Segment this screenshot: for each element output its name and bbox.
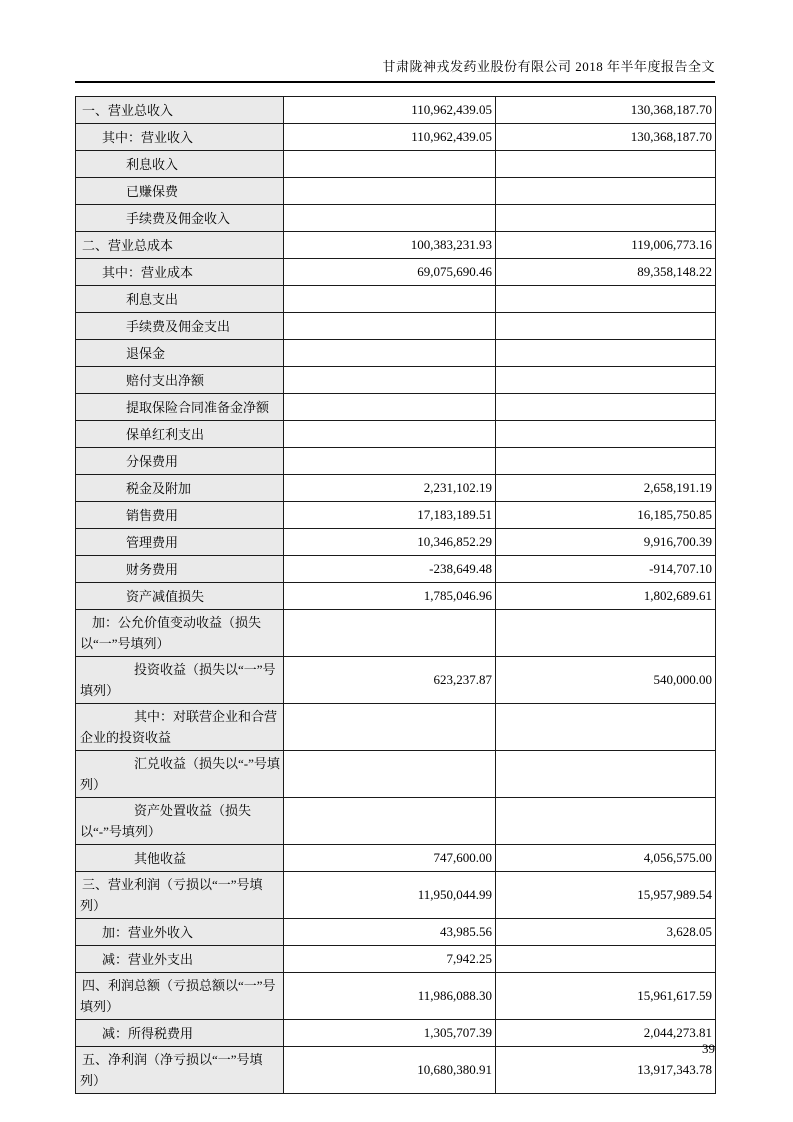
row-label: 减：所得税费用: [76, 1020, 284, 1047]
page-header: [75, 0, 715, 83]
income-statement-table-body: [76, 97, 716, 1094]
current-period-value: 10,680,380.91: [284, 1047, 496, 1094]
prior-period-value: [496, 946, 716, 973]
prior-period-value: 3,628.05: [496, 919, 716, 946]
table-row: [76, 502, 716, 529]
row-label: 资产减值损失: [76, 583, 284, 610]
prior-period-value: [496, 798, 716, 845]
current-period-value: 623,237.87: [284, 657, 496, 704]
row-label: 投资收益（损失以“一”号填列）: [76, 657, 284, 704]
table-row: [76, 313, 716, 340]
current-period-value: 2,231,102.19: [284, 475, 496, 502]
table-row: [76, 919, 716, 946]
row-label: 退保金: [76, 340, 284, 367]
row-label: 其中：对联营企业和合营企业的投资收益: [76, 704, 284, 751]
prior-period-value: 119,006,773.16: [496, 232, 716, 259]
table-row: [76, 556, 716, 583]
prior-period-value: 15,957,989.54: [496, 872, 716, 919]
row-label: 利息收入: [76, 151, 284, 178]
current-period-value: 10,346,852.29: [284, 529, 496, 556]
row-label: 赔付支出净额: [76, 367, 284, 394]
current-period-value: [284, 205, 496, 232]
table-row: [76, 1047, 716, 1094]
prior-period-value: [496, 448, 716, 475]
table-row: [76, 1020, 716, 1047]
row-label: 汇兑收益（损失以“-”号填列）: [76, 751, 284, 798]
current-period-value: [284, 751, 496, 798]
row-label: 提取保险合同准备金净额: [76, 394, 284, 421]
table-row: [76, 97, 716, 124]
current-period-value: 747,600.00: [284, 845, 496, 872]
prior-period-value: -914,707.10: [496, 556, 716, 583]
table-row: [76, 259, 716, 286]
row-label: 二、营业总成本: [76, 232, 284, 259]
prior-period-value: [496, 421, 716, 448]
table-row: [76, 367, 716, 394]
current-period-value: [284, 313, 496, 340]
table-row: [76, 845, 716, 872]
prior-period-value: [496, 394, 716, 421]
row-label: 四、利润总额（亏损总额以“一”号填列）: [76, 973, 284, 1020]
current-period-value: [284, 178, 496, 205]
row-label: 分保费用: [76, 448, 284, 475]
table-row: [76, 583, 716, 610]
report-header-title: 甘肃陇神戎发药业股份有限公司 2018 年半年度报告全文: [382, 59, 715, 74]
prior-period-value: 2,044,273.81: [496, 1020, 716, 1047]
table-row: [76, 751, 716, 798]
current-period-value: 69,075,690.46: [284, 259, 496, 286]
prior-period-value: 16,185,750.85: [496, 502, 716, 529]
prior-period-value: 2,658,191.19: [496, 475, 716, 502]
row-label: 三、营业利润（亏损以“一”号填列）: [76, 872, 284, 919]
table-row: [76, 232, 716, 259]
current-period-value: 110,962,439.05: [284, 124, 496, 151]
table-row: [76, 394, 716, 421]
table-row: [76, 475, 716, 502]
row-label: 已赚保费: [76, 178, 284, 205]
row-label: 资产处置收益（损失以“-”号填列）: [76, 798, 284, 845]
current-period-value: [284, 340, 496, 367]
current-period-value: [284, 286, 496, 313]
row-label: 财务费用: [76, 556, 284, 583]
prior-period-value: [496, 704, 716, 751]
prior-period-value: [496, 178, 716, 205]
income-statement-table: [75, 96, 716, 1094]
table-row: [76, 205, 716, 232]
table-row: [76, 798, 716, 845]
prior-period-value: [496, 751, 716, 798]
prior-period-value: [496, 205, 716, 232]
row-label: 其中：营业收入: [76, 124, 284, 151]
current-period-value: [284, 798, 496, 845]
current-period-value: 1,305,707.39: [284, 1020, 496, 1047]
current-period-value: 11,950,044.99: [284, 872, 496, 919]
current-period-value: [284, 151, 496, 178]
table-row: [76, 151, 716, 178]
row-label: 管理费用: [76, 529, 284, 556]
table-row: [76, 286, 716, 313]
row-label: 其中：营业成本: [76, 259, 284, 286]
row-label: 其他收益: [76, 845, 284, 872]
row-label: 保单红利支出: [76, 421, 284, 448]
prior-period-value: [496, 313, 716, 340]
row-label: 一、营业总收入: [76, 97, 284, 124]
current-period-value: 7,942.25: [284, 946, 496, 973]
row-label: 手续费及佣金支出: [76, 313, 284, 340]
current-period-value: [284, 421, 496, 448]
prior-period-value: 89,358,148.22: [496, 259, 716, 286]
current-period-value: 1,785,046.96: [284, 583, 496, 610]
table-row: [76, 704, 716, 751]
row-label: 减：营业外支出: [76, 946, 284, 973]
current-period-value: [284, 394, 496, 421]
table-row: [76, 529, 716, 556]
table-row: [76, 946, 716, 973]
current-period-value: 43,985.56: [284, 919, 496, 946]
prior-period-value: [496, 286, 716, 313]
table-row: [76, 421, 716, 448]
current-period-value: [284, 610, 496, 657]
row-label: 手续费及佣金收入: [76, 205, 284, 232]
row-label: 加：公允价值变动收益（损失以“一”号填列）: [76, 610, 284, 657]
prior-period-value: [496, 367, 716, 394]
table-row: [76, 178, 716, 205]
current-period-value: [284, 448, 496, 475]
row-label: 加：营业外收入: [76, 919, 284, 946]
row-label: 销售费用: [76, 502, 284, 529]
table-row: [76, 340, 716, 367]
table-row: [76, 872, 716, 919]
current-period-value: 100,383,231.93: [284, 232, 496, 259]
table-row: [76, 448, 716, 475]
page-content: [75, 0, 715, 1094]
prior-period-value: 130,368,187.70: [496, 97, 716, 124]
row-label: 利息支出: [76, 286, 284, 313]
page-number: 39: [702, 1041, 715, 1056]
prior-period-value: [496, 340, 716, 367]
prior-period-value: 540,000.00: [496, 657, 716, 704]
table-row: [76, 610, 716, 657]
table-row: [76, 124, 716, 151]
row-label: 税金及附加: [76, 475, 284, 502]
prior-period-value: 130,368,187.70: [496, 124, 716, 151]
current-period-value: -238,649.48: [284, 556, 496, 583]
current-period-value: 110,962,439.05: [284, 97, 496, 124]
prior-period-value: [496, 610, 716, 657]
prior-period-value: 9,916,700.39: [496, 529, 716, 556]
header-divider-rule: [75, 81, 715, 83]
prior-period-value: 4,056,575.00: [496, 845, 716, 872]
row-label: 五、净利润（净亏损以“一”号填列）: [76, 1047, 284, 1094]
prior-period-value: 1,802,689.61: [496, 583, 716, 610]
prior-period-value: 13,917,343.78: [496, 1047, 716, 1094]
current-period-value: [284, 704, 496, 751]
current-period-value: 17,183,189.51: [284, 502, 496, 529]
current-period-value: 11,986,088.30: [284, 973, 496, 1020]
current-period-value: [284, 367, 496, 394]
prior-period-value: [496, 151, 716, 178]
table-row: [76, 657, 716, 704]
prior-period-value: 15,961,617.59: [496, 973, 716, 1020]
table-row: [76, 973, 716, 1020]
